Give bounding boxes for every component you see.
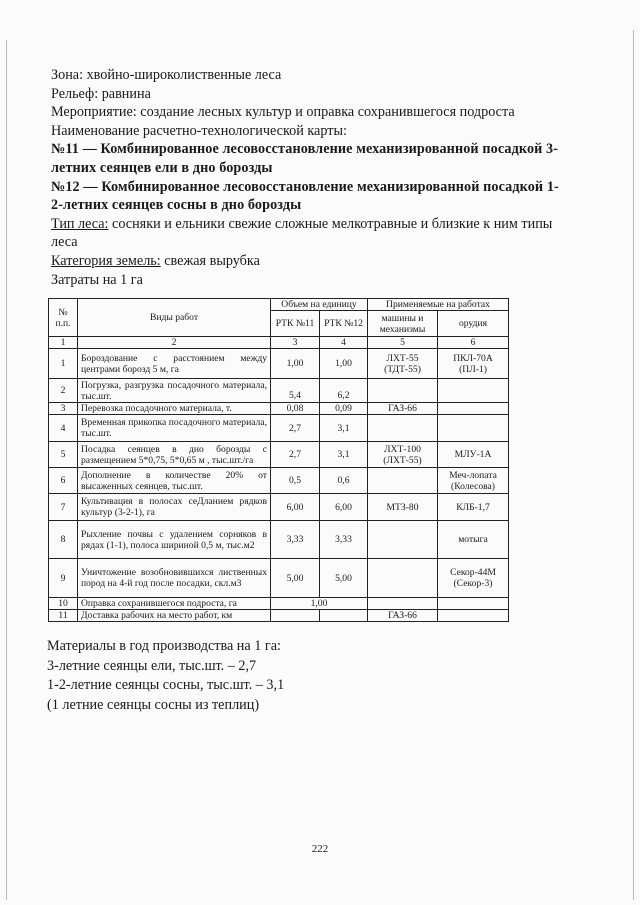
card-title-line: Наименование расчетно-технологической карты: bbox=[51, 122, 347, 139]
row-number: 5 bbox=[49, 442, 78, 468]
row-number: 7 bbox=[49, 494, 78, 521]
work-description: Погрузка, разгрузка посадочного материала, тыс.шт. bbox=[78, 379, 271, 403]
header-machines: машины и механизмы bbox=[368, 311, 438, 337]
card-12-title: №12 — Комбинированное лесовосстановление механизированной посадкой 1-2-летних сеянцев сосны в дно борозды bbox=[51, 178, 559, 214]
work-description: Рыхление почвы с удалением сорняков в рядах (1-1), полоса шириной 0,5 м, тыс.м2 bbox=[78, 521, 271, 559]
row-number: 9 bbox=[49, 559, 78, 598]
tools-value: Меч-лопата (Колесова) bbox=[438, 468, 509, 494]
intro-block bbox=[51, 66, 561, 289]
machines-value bbox=[368, 379, 438, 403]
measure-line: Мероприятие: создание лесных культур и оправка сохранившегося подроста bbox=[51, 104, 515, 121]
materials-line: 3-летние сеянцы ели, тыс.шт. – 2,7 bbox=[47, 657, 257, 674]
work-description: Временная прикопка посадочного материала, тыс.шт. bbox=[78, 415, 271, 442]
forest-type-line bbox=[51, 215, 561, 252]
row-number: 8 bbox=[49, 521, 78, 559]
work-description: Оправка сохранившегося подроста, га bbox=[78, 598, 271, 610]
work-description: Дополнение в количестве 20% от высаженных сеянцев, тыс.шт. bbox=[78, 468, 271, 494]
page-number: 222 bbox=[311, 843, 329, 855]
tools-value bbox=[438, 379, 509, 403]
row-number: 2 bbox=[49, 379, 78, 403]
machines-value: ЛХТ-55 (ТДТ-55) bbox=[368, 349, 438, 379]
header-tools: орудия bbox=[438, 311, 509, 337]
row-number: 1 bbox=[49, 349, 78, 379]
work-description: Перевозка посадочного материала, т. bbox=[78, 403, 271, 415]
materials-line: (1 летние сеянцы сосны из теплиц) bbox=[47, 696, 260, 713]
rtk12-value: 6,2 bbox=[320, 379, 368, 403]
work-description: Культивация в полосах сеДланием рядков культур (3-2-1), га bbox=[78, 494, 271, 521]
tools-value bbox=[438, 598, 509, 610]
rtk11-value: 2,7 bbox=[271, 442, 320, 468]
table-row bbox=[49, 403, 509, 415]
column-number: 2 bbox=[78, 337, 271, 349]
header-rtk12: РТК №12 bbox=[320, 311, 368, 337]
header-rtk11: РТК №11 bbox=[271, 311, 320, 337]
technology-table bbox=[48, 298, 509, 622]
rtk11-value: 5,00 bbox=[271, 559, 320, 598]
tools-value: Секор-44М (Секор-3) bbox=[438, 559, 509, 598]
rtk-merged-value: 1,00 bbox=[271, 598, 368, 610]
materials-block bbox=[47, 637, 284, 715]
rtk11-value: 6,00 bbox=[271, 494, 320, 521]
column-number: 6 bbox=[438, 337, 509, 349]
machines-value bbox=[368, 521, 438, 559]
land-category-line bbox=[51, 252, 561, 271]
column-number-row bbox=[49, 337, 509, 349]
tools-value bbox=[438, 403, 509, 415]
land-category-label: Категория земель: bbox=[51, 252, 161, 269]
rtk11-value bbox=[271, 610, 320, 622]
machines-value bbox=[368, 468, 438, 494]
work-description: Посадка сеянцев в дно борозды с размещением 5*0,75, 5*0,65 м , тыс.шт./га bbox=[78, 442, 271, 468]
land-category-value: свежая вырубка bbox=[160, 252, 260, 269]
rtk12-value: 6,00 bbox=[320, 494, 368, 521]
table-row bbox=[49, 598, 509, 610]
rtk12-value: 5,00 bbox=[320, 559, 368, 598]
table-row bbox=[49, 521, 509, 559]
rtk11-value: 2,7 bbox=[271, 415, 320, 442]
row-number: 4 bbox=[49, 415, 78, 442]
materials-title: Материалы в год производства на 1 га: bbox=[47, 638, 281, 654]
rtk11-value: 5,4 bbox=[271, 379, 320, 403]
machines-value bbox=[368, 415, 438, 442]
rtk12-value: 0,6 bbox=[320, 468, 368, 494]
tools-value: МЛУ-1А bbox=[438, 442, 509, 468]
header-volume: Объем на единицу bbox=[271, 299, 368, 311]
rtk12-value: 1,00 bbox=[320, 349, 368, 379]
machines-value bbox=[368, 559, 438, 598]
tools-value bbox=[438, 415, 509, 442]
table-row bbox=[49, 610, 509, 622]
rtk12-value: 3,1 bbox=[320, 415, 368, 442]
rtk11-value: 1,00 bbox=[271, 349, 320, 379]
table-row bbox=[49, 415, 509, 442]
column-number: 5 bbox=[368, 337, 438, 349]
header-works: Виды работ bbox=[78, 299, 271, 337]
rtk12-value bbox=[320, 610, 368, 622]
row-number: 11 bbox=[49, 610, 78, 622]
work-description: Доставка рабочих на место работ, км bbox=[78, 610, 271, 622]
rtk11-value: 0,5 bbox=[271, 468, 320, 494]
forest-type-label: Тип леса: bbox=[51, 215, 109, 232]
tools-value bbox=[438, 610, 509, 622]
row-number: 10 bbox=[49, 598, 78, 610]
machines-value: ГАЗ-66 bbox=[368, 610, 438, 622]
machines-value: ЛХТ-100 (ЛХТ-55) bbox=[368, 442, 438, 468]
row-number: 6 bbox=[49, 468, 78, 494]
work-description: Уничтожение возобновившихся лиственных пород на 4-й год после посадки, скл.м3 bbox=[78, 559, 271, 598]
machines-value: ГАЗ-66 bbox=[368, 403, 438, 415]
costs-line: Затраты на 1 га bbox=[51, 271, 143, 288]
tools-value: КЛБ-1,7 bbox=[438, 494, 509, 521]
header-applied: Применяемые на работах bbox=[368, 299, 509, 311]
column-number: 3 bbox=[271, 337, 320, 349]
work-description: Бороздование с расстоянием между центрами борозд 5 м, га bbox=[78, 349, 271, 379]
table-row bbox=[49, 494, 509, 521]
table-row bbox=[49, 349, 509, 379]
zone-line: Зона: хвойно-широколиственные леса bbox=[51, 67, 282, 83]
header-num: № п.п. bbox=[49, 299, 78, 337]
machines-value: МТЗ-80 bbox=[368, 494, 438, 521]
row-number: 3 bbox=[49, 403, 78, 415]
tools-value: ПКЛ-70А (ПЛ-1) bbox=[438, 349, 509, 379]
rtk12-value: 3,1 bbox=[320, 442, 368, 468]
card-11-title: №11 — Комбинированное лесовосстановление механизированной посадкой 3-летних сеянцев ели в дно борозды bbox=[51, 141, 559, 176]
scan-margin-line-right bbox=[633, 30, 634, 900]
column-number: 4 bbox=[320, 337, 368, 349]
table-row bbox=[49, 379, 509, 403]
tools-value: мотыга bbox=[438, 521, 509, 559]
machines-value bbox=[368, 598, 438, 610]
rtk11-value: 3,33 bbox=[271, 521, 320, 559]
materials-line: 1-2-летние сеянцы сосны, тыс.шт. – 3,1 bbox=[47, 677, 285, 693]
rtk11-value: 0,08 bbox=[271, 403, 320, 415]
rtk12-value: 0,09 bbox=[320, 403, 368, 415]
table-row bbox=[49, 559, 509, 598]
table-row bbox=[49, 442, 509, 468]
forest-type-value: сосняки и ельники свежие сложные мелкотравные и близкие к ним типы леса bbox=[51, 215, 553, 251]
table-row bbox=[49, 468, 509, 494]
column-number: 1 bbox=[49, 337, 78, 349]
scan-margin-line-left bbox=[6, 40, 7, 900]
relief-line: Рельеф: равнина bbox=[51, 85, 151, 102]
rtk12-value: 3,33 bbox=[320, 521, 368, 559]
